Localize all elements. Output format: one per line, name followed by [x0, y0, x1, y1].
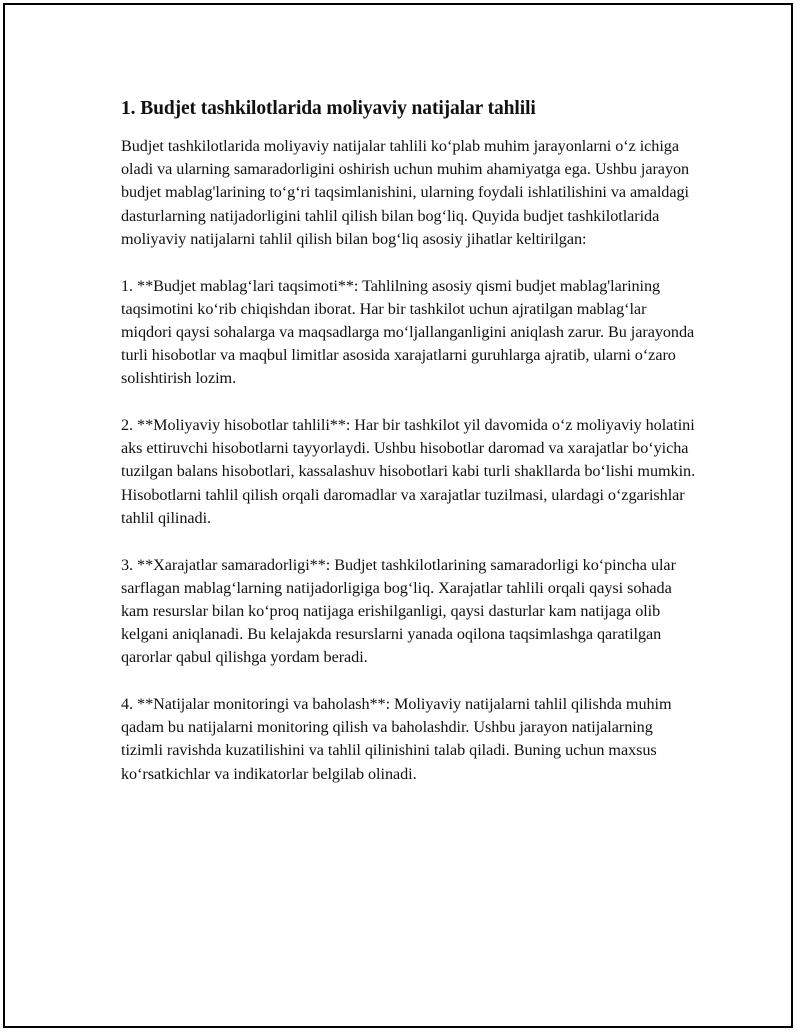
document-page	[3, 3, 793, 1028]
paragraph-budget-allocation: 1. **Budjet mablag‘lari taqsimoti**: Tahlilning asosiy qismi budjet mablag'larining taqsimotini ko‘rib chiqishdan iborat. Har bir tashkilot uchun ajratilgan mablag‘lar miqdori qaysi sohalarga va maqsadlarga mo‘ljallanganligini aniqlash zarur. Bu jarayonda turli hisobotlar va maqbul limitlar asosida xarajatlarni guruhlarga ajratib, ularni o‘zaro solishtirish lozim.	[121, 276, 695, 388]
paragraph-financial-reports: 2. **Moliyaviy hisobotlar tahlili**: Har bir tashkilot yil davomida o‘z moliyaviy holatini aks ettiruvchi hisobotlarni tayyorlaydi. Ushbu hisobotlar daromad va xarajatlar bo‘yicha tuzilgan balans hisobotlari, kassalashuv hisobotlari kabi turli shakllarda bo‘lishi mumkin. Hisobotlarni tahlil qilish orqali daromadlar va xarajatlar tuzilmasi, ulardagi o‘zgarishlar tahlil qilinadi.	[121, 416, 696, 527]
intro-paragraph: Budjet tashkilotlarida moliyaviy natijalar tahlili ko‘plab muhim jarayonlarni o‘z ichiga oladi va ularning samaradorligini oshirish uchun muhim ahamiyatga ega. Ushbu jarayon budjet mablag'larining to‘g‘ri taqsimlanishini, ularning foydali ishlatilishini va amaldagi dasturlarning natijadorligini tahlil qilish bilan bog‘liq. Quyida budjet tashkilotlarida moliyaviy natijalarni tahlil qilish bilan bog‘liq asosiy jihatlar keltirilgan:	[121, 137, 690, 248]
paragraph-monitoring-evaluation: 4. **Natijalar monitoringi va baholash**: Moliyaviy natijalarni tahlil qilishda muhim qadam bu natijalarni monitoring qilish va baholashdir. Ushbu jarayon natijalarning tizimli ravishda kuzatilishini va tahlil qilinishini talab qiladi. Buning uchun maxsus ko‘rsatkichlar va indikatorlar belgilab olinadi.	[121, 695, 672, 783]
paragraph-expense-efficiency: 3. **Xarajatlar samaradorligi**: Budjet tashkilotlarining samaradorligi ko‘pincha ular sarflagan mablag‘larning natijadorligiga bog‘liq. Xarajatlar tahlili orqali qaysi sohada kam resurslar bilan ko‘proq natijaga erishilganligi, qaysi dasturlar kam natijaga olib kelgani aniqlanadi. Bu kelajakda resurslarni yanada oqilona taqsimlashga qaratilgan qarorlar qabul qilishga yordam beradi.	[121, 555, 676, 667]
section-heading: 1. Budjet tashkilotlarida moliyaviy natijalar tahlili	[121, 98, 536, 119]
document-body	[121, 97, 696, 786]
